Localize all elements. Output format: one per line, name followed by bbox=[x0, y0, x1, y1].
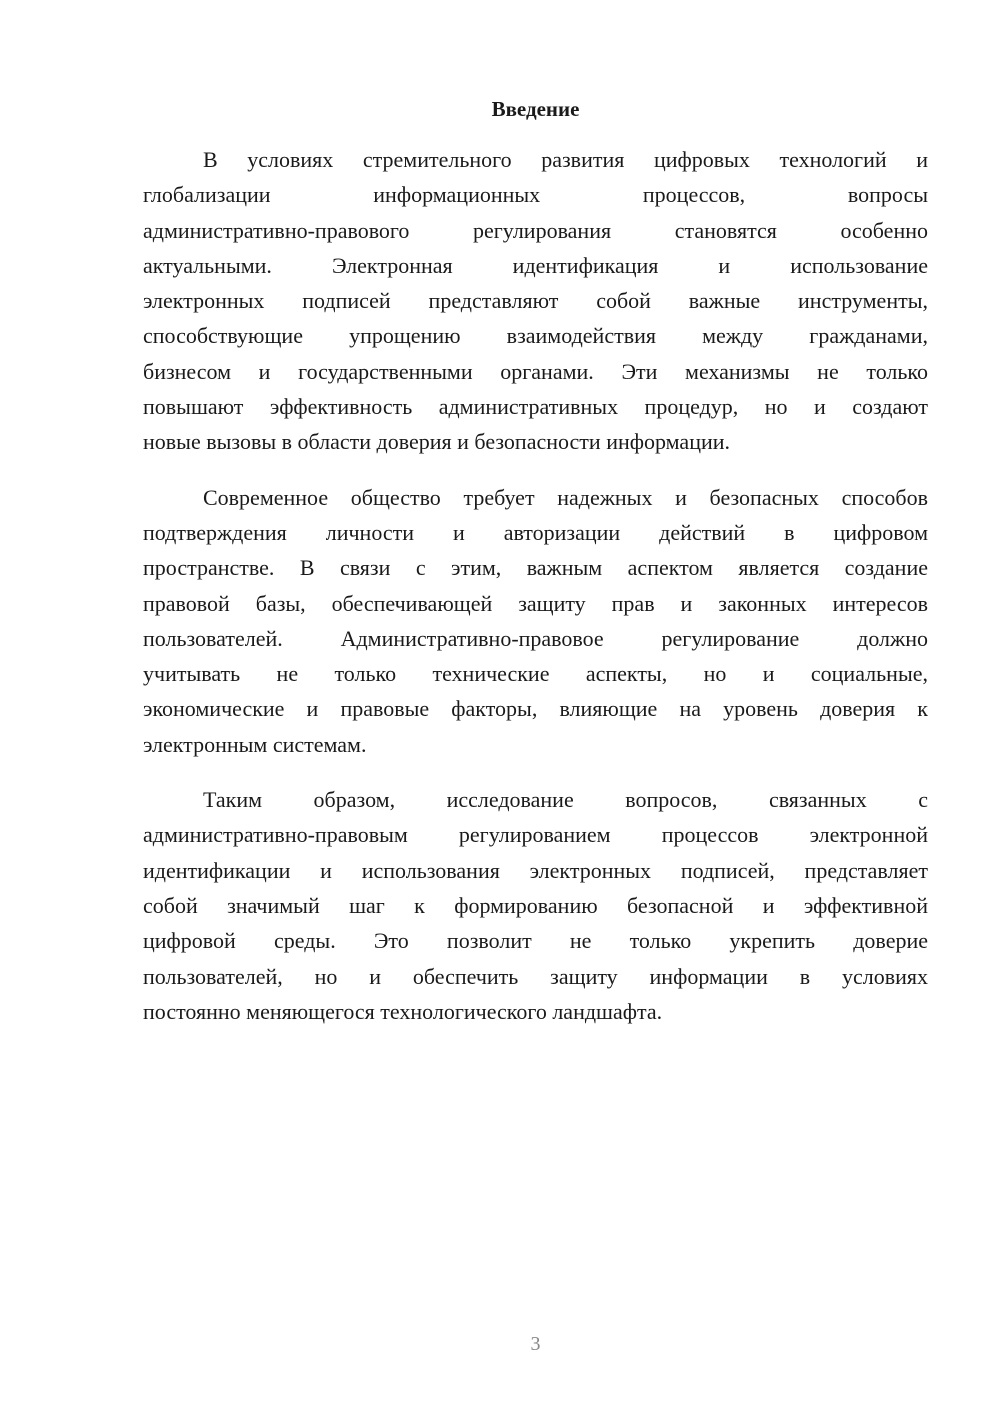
document-body bbox=[143, 142, 928, 1049]
text-line: правовой базы, обеспечивающей защиту прав и законных интересов bbox=[143, 590, 928, 616]
text-line: пространстве. В связи с этим, важным аспектом является создание bbox=[143, 555, 928, 581]
text-line: бизнесом и государственными органами. Эти механизмы не только bbox=[143, 358, 928, 384]
paragraph bbox=[143, 142, 928, 460]
paragraph bbox=[143, 782, 928, 1029]
text-line: собой значимый шаг к формированию безопасной и эффективной bbox=[143, 892, 928, 918]
text-line: В условиях стремительного развития цифровых технологий и bbox=[203, 147, 928, 172]
text-line: способствующие упрощению взаимодействия между гражданами, bbox=[143, 323, 928, 349]
section-title: Введение bbox=[491, 97, 580, 121]
text-line: пользователей. Административно-правовое регулирование должно bbox=[143, 625, 928, 651]
text-line: идентификации и использования электронных подписей, представляет bbox=[143, 857, 928, 883]
text-line: новые вызовы в области доверия и безопасности информации. bbox=[143, 429, 731, 455]
text-line: электронных подписей представляют собой важные инструменты, bbox=[143, 288, 928, 314]
text-line: цифровой среды. Это позволит не только укрепить доверие bbox=[143, 928, 928, 954]
text-line: глобализации информационных процессов, вопросы bbox=[143, 182, 928, 208]
text-line: пользователей, но и обеспечить защиту информации в условиях bbox=[143, 963, 928, 989]
text-line: административно-правового регулирования становятся особенно bbox=[143, 217, 928, 243]
text-line: Таким образом, исследование вопросов, связанных с bbox=[203, 787, 928, 813]
text-line: электронным системам. bbox=[143, 731, 367, 757]
text-line: Современное общество требует надежных и безопасных способов bbox=[203, 484, 928, 510]
text-line: постоянно меняющегося технологического ландшафта. bbox=[143, 998, 663, 1024]
text-line: экономические и правовые факторы, влияющие на уровень доверия к bbox=[143, 696, 928, 722]
page-number: 3 bbox=[530, 1333, 541, 1355]
text-line: учитывать не только технические аспекты, но и социальные, bbox=[143, 661, 928, 687]
text-line: актуальными. Электронная идентификация и использование bbox=[143, 252, 928, 278]
text-line: подтверждения личности и авторизации действий в цифровом bbox=[143, 519, 928, 545]
text-line: повышают эффективность административных процедур, но и создают bbox=[143, 394, 928, 420]
text-line: административно-правовым регулированием процессов электронной bbox=[143, 822, 928, 848]
paragraph bbox=[143, 480, 928, 762]
